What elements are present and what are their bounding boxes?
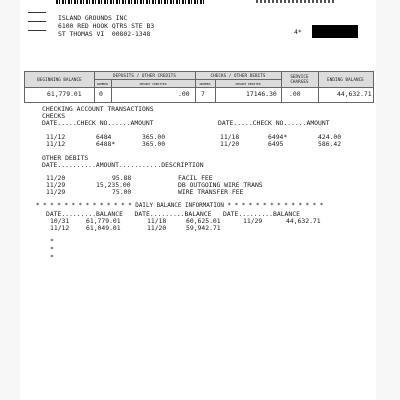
- address-line-1: ISLAND GROUNDS INC: [58, 14, 128, 22]
- other-debits-header: DATE..........AMOUNT...........DESCRIPTION: [42, 161, 204, 169]
- address-line-2: 6100 RED HOOK QTRS STE B3: [58, 22, 155, 30]
- beginning-balance-value: 61,779.01: [47, 90, 82, 98]
- header-right-artifact: [256, 0, 336, 3]
- debit-amount-value: 17146.30: [246, 90, 277, 98]
- deposit-amount-value: .00: [178, 90, 190, 98]
- checks-header-left: DATE.....CHECK NO......AMOUNT: [42, 119, 154, 127]
- amount-credited-header: AMOUNT CREDITED: [139, 82, 167, 86]
- deposits-header: DEPOSITS / OTHER CREDITS: [113, 73, 176, 78]
- deposit-number-header: NUMBER: [97, 82, 108, 86]
- debit-count-value: 7: [201, 90, 205, 98]
- checks-header-right: DATE.....CHECK NO......AMOUNT: [218, 119, 330, 127]
- footer-asterisk: *: [50, 237, 54, 245]
- ending-balance-value: 44,632.71: [337, 90, 372, 98]
- redaction-box: [312, 25, 358, 38]
- address-rule: [28, 30, 46, 31]
- statement-page: ISLAND GROUNDS INC 6100 RED HOOK QTRS STE B3 ST THOMAS VI 00802-1348 4* BEGINNING BALANCE DEPOSITS / OTHER CREDITS CHECKS / OTHER DEBITS NUMBER AMOUNT CREDITED NUMBER AMOUNT DEBITED SERVICE CHARGES ENDING BALANCE 61,779.01 0 .00 7 17146.30 .00 44,632.71 CHECKING ACCOUNT TRANSACTIONS CHECKS DATE.....CHECK NO......AMOUNT DATE.....CHECK NO......AMOUNT 11/12 6484 365.00 11/12 6488* 365.00 11/18 6494* 424.00 11/20 6495 586.42 OTHER DEBITS DATE..........AMOUNT...........DESCRIPTION 11/20 95.88 FACIL FEE 11/29 15,235.00 DB OUTGOING WIRE TRANS 11/29 75.00 WIRE TRANSFER FEE * * * * * * * * * * * * * * DAILY BALANCE INFORMATION * * * * * * * * * * * * * * DATE.........BALANCE DATE.........BALANCE DATE.........BALANCE 10/31 61,779.01 11/12 61,049.01 11/18 60,625.01 11/20 59,942.71 11/29 44,632.71 * * *: [20, 0, 376, 400]
- transactions-title: CHECKING ACCOUNT TRANSACTIONS: [42, 105, 154, 113]
- footer-asterisk: *: [50, 253, 54, 261]
- account-summary-table: [24, 71, 374, 103]
- beginning-balance-header: BEGINNING BALANCE: [37, 77, 82, 82]
- amount-debited-header: AMOUNT DEBITED: [235, 82, 261, 86]
- address-rule: [28, 12, 46, 13]
- daily-balance-header: DATE.........BALANCE DATE.........BALANCE DATE.........BALANCE: [46, 210, 300, 218]
- address-rule: [28, 21, 46, 22]
- header-scan-artifact: [56, 0, 206, 4]
- service-charges-value: .00: [289, 90, 301, 98]
- address-line-3: ST THOMAS VI 00802-1348: [58, 30, 151, 38]
- footer-asterisk: *: [50, 245, 54, 253]
- header-mark: 4*: [294, 28, 302, 36]
- checks-title: CHECKS: [42, 112, 66, 120]
- service-charges-header: SERVICE CHARGES: [290, 74, 309, 84]
- checks-header: CHECKS / OTHER DEBITS: [210, 73, 266, 78]
- daily-balance-title: * * * * * * * * * * * * * * DAILY BALANCE INFORMATION * * * * * * * * * * * * * *: [36, 203, 324, 209]
- deposit-count-value: 0: [99, 90, 103, 98]
- debit-number-header: NUMBER: [199, 82, 211, 86]
- other-debits-title: OTHER DEBITS: [42, 154, 89, 162]
- ending-balance-header: ENDING BALANCE: [327, 77, 364, 82]
